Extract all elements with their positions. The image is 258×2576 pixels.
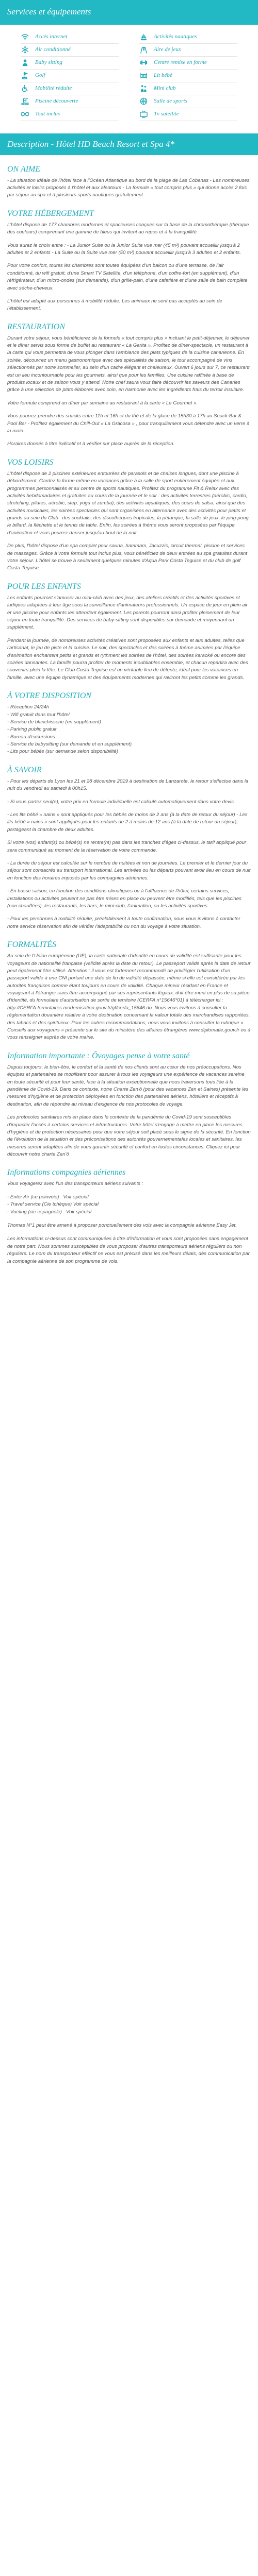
list-item: - Wifi gratuit dans tout l'hôtel bbox=[7, 711, 70, 718]
section-paragraph: Vous pourrez prendre des snacks entre 11h et 16h et du thé et de la glace de 15h30 à 17h au Snack-Bar & Pool Bar - Profitez également du Chill-Out « La Gracosa » , pour tranquillement vous détendre avec un verre à la main. bbox=[7, 413, 250, 434]
snowflake-icon bbox=[21, 46, 29, 54]
feature-label: Piscine découverte bbox=[35, 98, 78, 105]
section-paragraph: De plus, l'hôtel dispose d'un spa complet pour sauna, hammam, Jacuzzis, circuit thermal, piscine et services de massages. Grâce à votre formule tout inclus plus, vous bénéficiez de deux entrées au spa gratuites durant votre séjour. L'hôtel se trouve à seulement quelques minutes d'Aqua Park Costa Teguise et du club de golf Costa Teguise. bbox=[7, 543, 248, 571]
golf-icon bbox=[21, 72, 29, 80]
feature-item bbox=[21, 44, 119, 57]
section-heading: Informations compagnies aériennes bbox=[7, 1168, 126, 1177]
section-heading: RESTAURATION bbox=[7, 322, 65, 331]
feature-item bbox=[139, 44, 237, 57]
all-inclusive-icon bbox=[21, 110, 29, 118]
feature-label: Tout inclus bbox=[35, 111, 60, 117]
wifi-icon bbox=[21, 33, 29, 41]
description-title: Description - Hôtel HD Beach Resort et Spa 4* bbox=[7, 139, 174, 149]
feature-label: Lit bébé bbox=[154, 72, 172, 79]
section-paragraph: - Si vous partez seul(e), votre prix en formule individuelle est calculé automatiquement dans votre devis. bbox=[7, 799, 235, 805]
feature-item bbox=[21, 31, 119, 44]
section-paragraph: Au sein de l'Union européenne (UE), la carte nationale d'identité en cours de validité est suffisante pour les voyageurs de nationalité française (validité après la date du retour). Le passeport valide après la date de retour peut également être utilisé. Attention : il vous est fortement recommandé de privilégier l'utilisation d'un passeport valide à une CNI portant une date de fin de validité dépassée, même si elle est considérée par les autorités françaises comme étant toujours en cours de validité. Chaque mineur résidant en France et voyageant à l'étranger sans être accompagné par ses représentants légaux, doit être muni en plus de sa pièce d'identité, du formulaire d'autorisation de sortie de territoire (CERFA n°15646*01) à télécharger ici : http://CERFA.formulaires.modernisation.gouv.fr/gf/cerfa_15646.do. Nous vous invitons à consulter la réglementation douanière relative à votre destination concernant la valeur totale des marchandises rapportées, des tabacs et des spiritueux. Pour les autres recommandations, nous vous invitons à consulter la rubrique « Conseils aux voyageurs » présente sur le site du ministère des affaires étrangères www.diplomatie.gouv.fr ou à vous renseigner auprès de votre mairie. bbox=[7, 953, 251, 1041]
section-paragraph: - Les lits bébé « nains » sont appliqués pour les bébés de moins de 2 ans (à la date de retour du séjour) - Les lits bébé « nains » sont appliqués pour les enfants de 2 à moins de 12 ans (à la date de retour du séjour), partageant la chambre de deux adultes. bbox=[7, 812, 248, 833]
section-paragraph: Vous voyagerez avec l'un des transporteurs aériens suivants : bbox=[7, 1181, 143, 1187]
description-content bbox=[0, 155, 258, 1292]
section-paragraph: - Pour les personnes à mobilité réduite, préalablement à toute confirmation, nous vous invitons à contacter notre service réservation afin de vérifier l'adaptabilité ou non du voyage à votre situation. bbox=[7, 916, 240, 929]
list-item: - Réception 24/24h bbox=[7, 704, 50, 710]
pool-icon bbox=[21, 97, 29, 106]
section-paragraph: Depuis toujours, le bien-être, le confort et la santé de nos clients sont au cœur de nos préoccupations. Nos équipes et partenaires se mobilisent pour assurer à tous les voyageurs une expérience de vacances sereine en toute sécurité et pour leur santé, face à la situation exceptionnelle que nous traversons tous liée à la pandémie de Covid-19. Dans ce contexte, notre Charte Zen'ô (pour des vacances Zen et Saines) présente les mesures d'hygiène et de protection déployées en fonction des partenaires aériens, hôteliers et réceptifs à destination, afin de répondre au niveau d'exigence de nos protocoles de voyage. bbox=[7, 1064, 249, 1107]
feature-label: Baby sitting bbox=[35, 59, 62, 66]
section-paragraph: Les enfants pourront s'amuser au mini-club avec des jeux, des ateliers créatifs et des activités sportives et ludiques adaptées à leur âge sous la surveillance d'animateurs professionnels. Un espace de jeux en plein air et une piscine pour enfants les attendent également. Les parents pourront ainsi profiter pleinement de leur séjour en toute tranquillité. Des services de baby-sitting sont disponibles sur demande et moyennant un supplément. bbox=[7, 595, 248, 631]
section-paragraph: L'hôtel dispose de 177 chambres modernes et spacieuses conçues sur la base de la chromothérapie (thérapie des couleurs) comprenant une gamme de bleus qui invitent au repos et à la tranquillité. bbox=[7, 222, 249, 235]
section-heading: VOS LOISIRS bbox=[7, 457, 54, 467]
section-heading: À SAVOIR bbox=[7, 765, 42, 774]
feature-item bbox=[139, 57, 237, 70]
feature-item bbox=[21, 82, 119, 95]
section-heading: À VOTRE DISPOSITION bbox=[7, 691, 92, 701]
feature-label: Tv satellite bbox=[154, 111, 179, 117]
list-item: - Service de blanchisserie (en supplément) bbox=[7, 719, 101, 725]
feature-label: Air conditionné bbox=[35, 46, 71, 53]
list-item: - Enter Air (ce poinvoie) : Voir spécial bbox=[7, 1194, 89, 1200]
services-header bbox=[0, 0, 258, 25]
list-item: - Vueling (cie espagnole) : Voir spécial bbox=[7, 1209, 92, 1215]
sports-icon bbox=[139, 97, 148, 106]
section-heading: Information importante : Ôvoyages pense à votre santé bbox=[7, 1051, 190, 1060]
feature-item bbox=[139, 31, 237, 44]
section-paragraph: Durant votre séjour, vous bénéficierez de la formule « tout compris plus » incluant le petit-déjeuner, le déjeuner et le dîner servis sous forme de buffet au restaurant « La Garita ». Profitez de dîner-spectacle, un restaurant à la carte qui vous permettra de vous plonger dans l'ambiance des plats typiques de la cuisine canarienne. En soirée, découvrez un menu gastronomique avec des spécialités de saison, le tout accompagné de vins sélectionnés par notre sommelier, au sein d'un cadre élégant et chaleureux. Ouvert 6 jours sur 7, ce restaurant est un lieu incontournable pour les gourmets, ainsi que pour les familles. Une cuisine raffinée à base de produits locaux et de saison vous y attend. Notre chef saura vous faire découvrir les saveurs des Canaries grâce à une sélection de plats élaborés avec soin, en harmonie avec les ingrédients frais du terroir insulaire. bbox=[7, 335, 250, 393]
kids-icon bbox=[139, 84, 148, 93]
wheelchair-icon bbox=[21, 84, 29, 93]
tv-icon bbox=[139, 110, 148, 118]
feature-label: Accès internet bbox=[35, 33, 68, 40]
section-paragraph: Si votre (vos) enfant(s) ou bébé(s) ne rentre(nt) pas dans les tranches d'âges ci-dessus, le tarif appliqué pour sera communiqué au moment de la réservation de votre commande. bbox=[7, 840, 247, 853]
section-paragraph: Les protocoles sanitaires mis en place dans le contexte de la pandémie du Covid-19 sont susceptibles d'impacter l'accès à certains services et infrastructures. Votre hôtel s'engage à mettre en place les mesures d'hygiène et de protection nécessaires pour que votre séjour soit placé sous le signe de la sécurité. En fonction de l'évolution de la situation et des préconisations des autorités gouvernementales locales et sanitaires, les mesures seront adaptées afin de vous garantir sécurité et confort en toutes circonstances. Cliquez ici pour découvrir notre charte Zen'ô bbox=[7, 1114, 251, 1158]
feature-label: Mini club bbox=[154, 85, 176, 92]
section-paragraph: Vous aurez le choix entre : - La Junior Suite ou la Junior Suite vue mer (45 m²) pouvant accueillir jusqu'à 2 adultes et 2 enfants - La Suite ou la Suite vue mer (50 m²) pouvant accueillir jusqu'à 3 adultes et 2 enfants. bbox=[7, 242, 241, 256]
section-paragraph: - En basse saison, en fonction des conditions climatiques ou à l'affluence de l'hôtel, certains services, installations ou activités peuvent ne pas être mises en place ou peuvent être modifiés, tels que les piscines (non chauffées), les restaurants, les bars, le mini-club, l'animation, ou les activités sportives. bbox=[7, 888, 241, 909]
section-list bbox=[7, 704, 251, 756]
list-item: - Bureau d'excursions bbox=[7, 734, 55, 740]
list-item: - Service de babysitting (sur demande et en supplément) bbox=[7, 741, 132, 748]
section-heading: FORMALITÉS bbox=[7, 940, 57, 950]
sailboat-icon bbox=[139, 33, 148, 41]
feature-item bbox=[21, 95, 119, 108]
feature-item bbox=[139, 70, 237, 82]
description-header bbox=[0, 133, 258, 155]
section-paragraph: Pendant la journée, de nombreuses activités créatives sont proposées aux enfants et aux adultes, telles que l'artisanat, le jeu de piste et la cuisine. Le soir, des spectacles et des soirées à thème animées par l'équipe d'animation enchantent petits et grands et rythment les soirées de l'hôtel, des soirées karaoké ou encore des soirées dansantes. La famille pourra profiter de moments inoubliables ensemble, et chacun repartira avec des souvenirs plein la tête. Le Club Costa Teguise est un véritable lieu de détente, idéal pour les vacances en famille, avec une équipe dynamique et des équipements modernes qui raviront les petits comme les grands. bbox=[7, 637, 248, 681]
feature-label: Activités nautiques bbox=[154, 33, 197, 40]
services-title: Services et équipements bbox=[7, 7, 91, 16]
feature-item bbox=[21, 108, 119, 121]
section-paragraph: L'hôtel est adapté aux personnes à mobilité réduite. Les animaux ne sont pas acceptés au sein de l'établissement. bbox=[7, 298, 222, 312]
feature-item bbox=[139, 95, 237, 108]
list-item: - Travel service (Cie tchèque) Voir spécial bbox=[7, 1201, 99, 1208]
section-heading: ON AIME bbox=[7, 164, 41, 174]
feature-item bbox=[21, 70, 119, 82]
feature-label: Aire de jeux bbox=[154, 46, 181, 53]
baby-icon bbox=[21, 59, 29, 67]
section-paragraph: - Pour les départs de Lyon les 21 et 28 décembre 2019 à destination de Lanzarote, le retour s'effectue dans la nuit du vendredi au samedi à 00h15. bbox=[7, 778, 249, 792]
feature-label: Golf bbox=[35, 72, 45, 79]
feature-item bbox=[21, 57, 119, 70]
section-list bbox=[7, 1194, 251, 1216]
feature-label: Mobilité réduite bbox=[35, 85, 72, 92]
section-paragraph: - La situation idéale de l'hôtel face à l'Océan Atlantique au bord de la plage de Las Cobanas - Les nombreuses activités et loisirs proposés à l'hôtel et aux alentours - La formule « tout compris plus » qui donne accès 2 fois par séjour au spa et à plusieurs sports nautiques gratuitement bbox=[7, 177, 250, 198]
playground-icon bbox=[139, 46, 148, 54]
section-paragraph: Thomas N°1 peut être amené à proposer ponctuellement des vols avec la compagnie aérienne Easy Jet. bbox=[7, 1223, 237, 1229]
feature-label: Centre remise en forme bbox=[154, 59, 207, 66]
list-item: - Parking public gratuit bbox=[7, 726, 57, 733]
section-heading: POUR LES ENFANTS bbox=[7, 582, 81, 591]
section-paragraph: - La durée du séjour est calculée sur le nombre de nuitées et non de journées. Le premier et le dernier jour du séjour sont consacrés au transport international. Les arrivées ou les départs pouvant avoir lieu en cours de nuit en fonction des horaires imposés par les compagnies aériennes. bbox=[7, 860, 251, 881]
feature-label: Salle de sports bbox=[154, 98, 187, 105]
dumbbell-icon bbox=[139, 59, 148, 67]
list-item: - Lits pour bébés (sur demande selon disponibilité) bbox=[7, 749, 118, 755]
section-paragraph: Pour votre confort, toutes les chambres sont toutes équipées d'un balcon ou d'une terrasse, de l'air conditionné, du wifi gratuit, d'une Smart TV Satellite, d'un téléphone, d'un coffre-fort (en supplément), d'un réfrigérateur, d'un micro-ondes (sur demande), d'un grille-pain, d'une cafetière et d'une salle de bain complète avec sèche-cheveux. bbox=[7, 263, 248, 291]
section-heading: VOTRE HÉBERGEMENT bbox=[7, 209, 94, 218]
section-paragraph: Votre formule comprend un dîner par semaine au restaurant à la carte « Le Gourmet ». bbox=[7, 400, 198, 406]
feature-item bbox=[139, 82, 237, 95]
crib-icon bbox=[139, 72, 148, 80]
feature-item bbox=[139, 108, 237, 121]
section-paragraph: Horaires donnés à titre indicatif et à vérifier sur place auprès de la réception. bbox=[7, 441, 175, 447]
features-grid bbox=[0, 25, 258, 131]
section-paragraph: Les informations ci-dessus sont communiquées à titre d'information et vous sont proposées sans engagement de notre part. Nous sommes susceptibles de vous proposer d'autres transporteurs aériens réguliers ou non réguliers. Le nom du transporteur effectif ne vous est précisé dans les meilleurs délais, dès communication par la compagnie aérienne de son programme de vols. bbox=[7, 1236, 250, 1264]
section-paragraph: L'hôtel dispose de 2 piscines extérieures entourées de parasols et de chaises longues, dont une piscine à débordement. Gardez la forme même en vacances grâce à la salle de sport entièrement équipée et aux programmes personnalisés et au centre de sports nautiques. Profitez du programme Fit & Relax avec des activités hebdomadaires et gratuites au cours de la journée et le soir : des activités terrestres (aérobic, cardio, stretching, pilates, aérobic, step, yoga et zumba), des activités aquatiques, des cours de salsa, ainsi que des activités musicales, les soirées spectacles qui sont organisées en alternance avec des activités pour petits et grands au sein du Club : des cocktails, des discothèques tropicales, la pétanque, la salle de jeux, le ping-pong, le billard, la fléchette et le tennis de table. Enfin, les soirées à thème vous seront proposées par l'équipe d'animation et vous pourrez danser jusqu'au bout de la nuit. bbox=[7, 470, 250, 536]
